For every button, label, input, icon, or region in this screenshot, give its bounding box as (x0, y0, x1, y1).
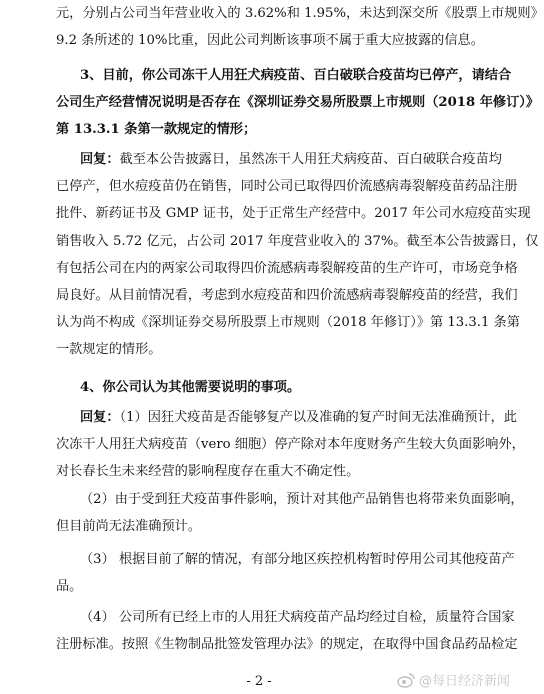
answer-line: 已停产，但水痘疫苗仍在销售，同时公司已取得四价流感病毒裂解疫苗药品注册 (56, 179, 518, 195)
weibo-icon (397, 672, 415, 688)
text-line: 9.2 条所述的 10%比重，因此公司判断该事项不属于重大应披露的信息。 (56, 33, 484, 49)
question-line: 公司生产经营情况说明是否存在《深圳证券交易所股票上市规则（2018 年修订）》 (56, 95, 540, 111)
answer-line: 销售收入 5.72 亿元，占公司 2017 年度营业收入的 37%。截至本公告披露日，仅 (56, 233, 539, 249)
answer-label: 回复： (80, 152, 120, 167)
answer-line: 但目前尚无法准确预计。 (56, 519, 202, 535)
answer-line: 次冻干人用狂犬病疫苗（vero 细胞）停产除对本年度财务产生较大负面影响外， (56, 437, 525, 453)
watermark (397, 670, 510, 689)
paragraph-prior-continuation (56, 0, 544, 54)
answer-4-item-4 (56, 604, 518, 658)
answer-line: 局良好。从目前情况看，考虑到水痘疫苗和四价流感病毒裂解疫苗的经营，我们 (56, 287, 518, 303)
answer-text: 截至本公告披露日，虽然冻干人用狂犬病疫苗、百白破联合疫苗均 (119, 152, 502, 167)
watermark-text: @每日经济新闻 (418, 674, 510, 689)
question-line: 第 13.3.1 条第一款规定的情形； (56, 122, 257, 138)
answer-line: （2）由于受到狂犬疫苗事件影响，预计对其他产品销售也将带来负面影响， (80, 492, 524, 507)
answer-line: 一款规定的情形。 (56, 342, 162, 358)
question-3 (56, 62, 540, 144)
question-line: 3、目前，你公司冻干人用狂犬病疫苗、百白破联合疫苗均已停产，请结合 (80, 68, 512, 83)
answer-line: 认为尚不构成《深圳证券交易所股票上市规则（2018 年修订）》第 13.3.1 条第 (56, 315, 520, 331)
answer-3 (56, 146, 539, 364)
answer-line (56, 404, 517, 431)
answer-line: （3） 根据目前了解的情况，有部分地区疾控机构暂时停用公司其他疫苗产 (80, 552, 515, 567)
answer-line: 品。 (56, 579, 83, 595)
answer-line: 对长春长生未来经营的影响程度存在重大不确定性。 (56, 464, 360, 480)
answer-line: 有包括公司在内的两家公司取得四价流感病毒裂解疫苗的生产许可，市场竞争格 (56, 260, 518, 276)
question-line: 4、你公司认为其他需要说明的事项。 (80, 380, 301, 395)
answer-line: 批件、新药证书及 GMP 证书，处于正常生产经营中。2017 年公司水痘疫苗实现 (56, 206, 531, 222)
answer-label: 回复： (80, 410, 120, 425)
answer-text: （1）因狂犬疫苗是否能够复产以及准确的复产时间无法准确预计，此 (119, 410, 517, 425)
answer-4-item-2 (56, 486, 524, 540)
answer-line: （4） 公司所有已经上市的人用狂犬病疫苗产品均经过自检，质量符合国家 (80, 610, 515, 625)
page-number: - 2 - (246, 674, 272, 689)
question-4 (56, 374, 492, 401)
text-line: 元，分别占公司当年营业收入的 3.62%和 1.95%，未达到深交所《股票上市规则》 (56, 6, 544, 21)
answer-line: 注册标准。按照《生物制品批签发管理办法》的规定，在取得中国食品药品检定 (56, 637, 518, 653)
answer-4 (56, 404, 525, 486)
answer-4-item-3 (56, 546, 515, 600)
answer-line (56, 146, 502, 173)
